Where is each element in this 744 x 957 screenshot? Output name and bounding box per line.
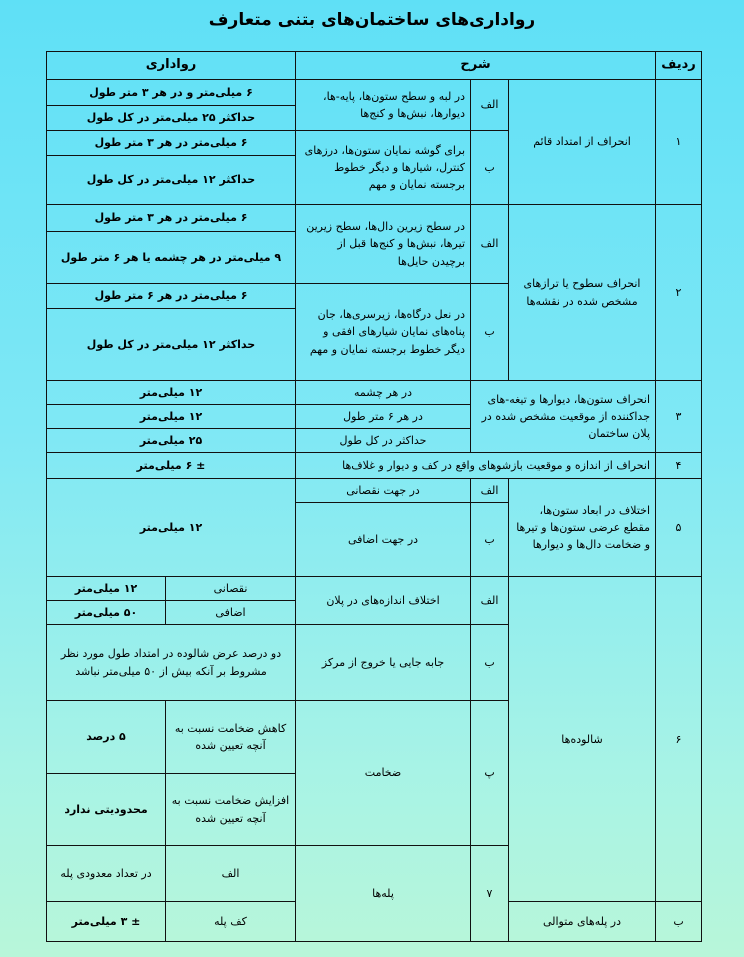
item-letter: ب [471,284,509,381]
sub-item: افزایش ضخامت نسبت به آنچه تعیین شده [166,774,296,846]
tolerance-value: محدودیتی ندارد [47,774,166,846]
sub-item: کف پله [166,902,296,942]
tolerance-value: ۹ میلی‌متر در هر چشمه یا هر ۶ متر طول [47,232,296,284]
table-row [47,80,702,106]
item-letter: ب [471,503,509,577]
tolerance-value: ± ۳ میلی‌متر [47,902,166,942]
row-number: ۳ [656,381,702,453]
item-description: در پله‌های متوالی [509,902,656,942]
item-description: در جهت نقصانی [296,479,471,503]
tolerance-value: ۵ درصد [47,701,166,774]
row-number: ۴ [656,453,702,479]
item-description: در تعداد معدودی پله [47,846,166,902]
item-description: در هر چشمه [296,381,471,405]
row-label: انحراف سطوح یا ترازهای مشخص شده در نقشه‌ها [509,205,656,381]
item-letter: الف [471,80,509,131]
item-description: جابه جایی یا خروج از مرکز [296,625,471,701]
header-row [47,52,702,80]
tolerance-value: ۶ میلی‌متر و در هر ۳ متر طول [47,80,296,106]
header-tolerance: رواداری [47,52,296,80]
tolerance-value: حداکثر ۱۲ میلی‌متر در کل طول [47,309,296,381]
tolerance-value: ۶ میلی‌متر در هر ۳ متر طول [47,205,296,232]
tolerance-table [46,51,702,942]
item-description: در نعل درگاه‌ها، زیرسری‌ها، جان پناه‌های نمایان شیارهای افقی و دیگر خطوط برجسته نمایان و مهم [296,284,471,381]
item-letter: الف [471,479,509,503]
sub-item: اضافی [166,601,296,625]
item-description: در هر ۶ متر طول [296,405,471,429]
item-description: برای گوشه نمایان ستون‌ها، درزهای کنترل، شیارها و دیگر خطوط برجسته نمایان و مهم [296,131,471,205]
table-row [47,453,702,479]
row-label: شالوده‌ها [509,577,656,902]
row-label: پله‌ها [296,846,471,942]
sub-item: نقصانی [166,577,296,601]
page-title: رواداری‌های ساختمان‌های بتنی متعارف [208,10,536,30]
item-letter: ب [471,131,509,205]
tolerance-value: ۱۲ میلی‌متر [47,577,166,601]
row-label: انحراف از امتداد قائم [509,80,656,205]
row-label: اختلاف در ابعاد ستون‌ها، مقطع عرضی ستون‌ها و تیرها و ضخامت دال‌ها و دیوارها [509,479,656,577]
row-label: انحراف ستون‌ها، دیوارها و تیغه-های جداکننده از موقعیت مشخص شده در پلان ساختمان [471,381,656,453]
item-letter: الف [471,205,509,284]
item-description: اختلاف اندازه‌های در پلان [296,577,471,625]
table-row [47,479,702,503]
tolerance-value: حداکثر ۱۲ میلی‌متر در کل طول [47,156,296,205]
table-row [47,205,702,232]
item-description: ضخامت [296,701,471,846]
row-number: ۶ [656,577,702,902]
row-number: ۷ [471,846,509,942]
item-description: در جهت اضافی [296,503,471,577]
row-number: ۱ [656,80,702,205]
header-row-number: ردیف [656,52,702,80]
item-letter: الف [166,846,296,902]
tolerance-value: دو درصد عرض شالوده در امتداد طول مورد نظر مشروط بر آنکه بیش از ۵۰ میلی‌متر نباشد [47,625,296,701]
item-description: در لبه و سطح ستون‌ها، پایه-ها، دیوارها، نبش‌ها و کنج‌ها [296,80,471,131]
tolerance-value: ۱۲ میلی‌متر [47,381,296,405]
tolerance-value: ۶ میلی‌متر در هر ۳ متر طول [47,131,296,156]
item-letter: الف [471,577,509,625]
table-row [47,577,702,601]
row-number: ۵ [656,479,702,577]
row-label: انحراف از اندازه و موقعیت بازشوهای واقع در کف و دیوار و غلاف‌ها [296,453,656,479]
tolerance-value: ۵۰ میلی‌متر [47,601,166,625]
tolerance-value: حداکثر ۲۵ میلی‌متر در کل طول [47,106,296,131]
sub-item: کاهش ضخامت نسبت به آنچه تعیین شده [166,701,296,774]
header-description: شرح [296,52,656,80]
item-description: حداکثر در کل طول [296,429,471,453]
tolerance-value: ۱۲ میلی‌متر [47,479,296,577]
item-letter: پ [471,701,509,846]
tolerance-value: ± ۶ میلی‌متر [47,453,296,479]
tolerance-value: ۱۲ میلی‌متر [47,405,296,429]
tolerance-value: ۶ میلی‌متر در هر ۶ متر طول [47,284,296,309]
item-description: در سطح زیرین دال‌ها، سطح زیرین تیرها، نبش‌ها و کنج‌ها قبل از برچیدن حایل‌ها [296,205,471,284]
tolerance-value: ۲۵ میلی‌متر [47,429,296,453]
table-row [47,381,702,405]
item-letter: ب [471,625,509,701]
item-letter: ب [656,902,702,942]
row-number: ۲ [656,205,702,381]
